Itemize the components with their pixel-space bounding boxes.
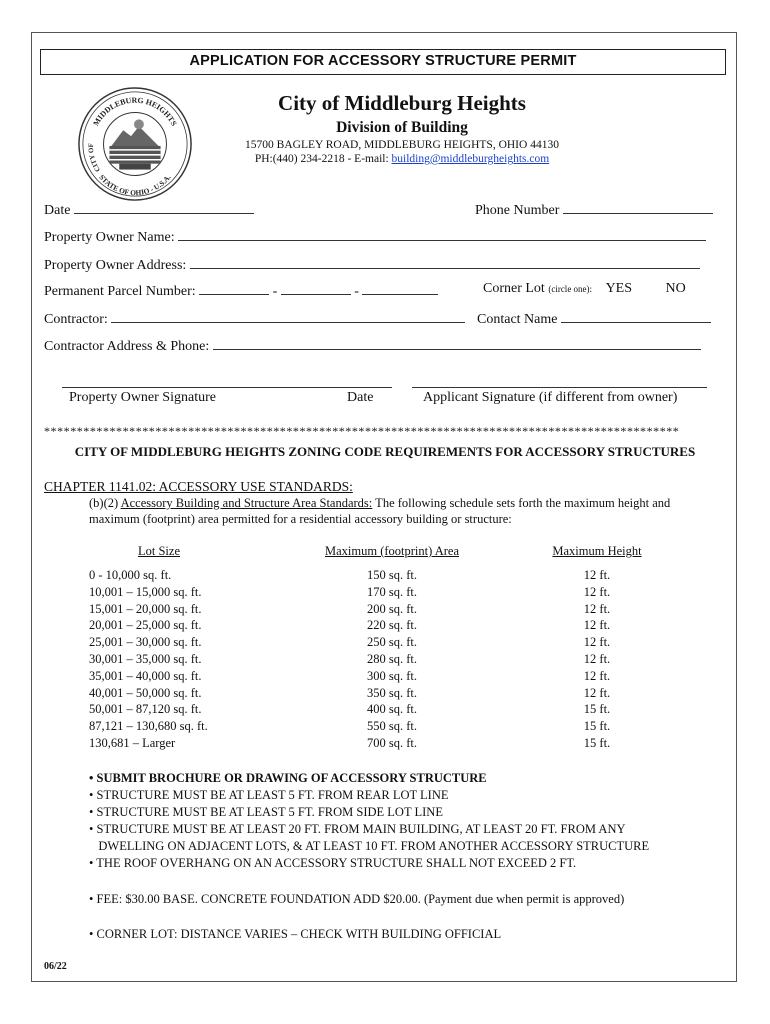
lot-size-header: Lot Size [137,544,180,558]
paragraph-underlined: Accessory Building and Structure Area Standards: [120,496,373,510]
separator-stars: ************************************************************************************************* [44,424,680,438]
table-cell: 12 ft. [583,601,611,616]
table-cell: 12 ft. [583,568,611,582]
paragraph-text: The following schedule sets forth the maximum height and maximum (footprint) area permitted for a residential accessory building or structure: [89,496,671,526]
owner-name-field [44,227,706,246]
owner-address-input-line[interactable] [190,255,700,269]
parcel-label: Permanent Parcel Number: [44,284,196,299]
form-revision-code: 06/22 [44,961,67,972]
owner-address-label: Property Owner Address: [44,258,187,273]
contractor-address-input-line[interactable] [213,336,701,350]
contractor-address-field [44,336,701,355]
table-cell: 170 sq. ft. [367,584,417,599]
table-cell: 0 - 10,000 sq. ft. [89,568,172,582]
parcel-part-1[interactable] [199,281,269,295]
city-seal-icon [76,85,194,203]
lot-size-column [89,544,289,752]
parcel-field: Permanent Parcel Number: - - [44,281,438,300]
seal-top-text: MIDDLEBURG HEIGHTS [91,95,179,128]
parcel-part-2[interactable] [281,281,351,295]
table-cell: 250 sq. ft. [367,635,417,650]
list-item: • THE ROOF OVERHANG ON AN ACCESSORY STRUCTURE SHALL NOT EXCEED 2 FT. [89,856,577,870]
table-cell: 15 ft. [583,719,611,734]
table-cell: 300 sq. ft. [367,668,417,683]
requirements-list [89,770,729,872]
table-cell: 12 ft. [583,668,611,683]
table-cell: 15 ft. [583,735,611,750]
phone-text: PH:(440) 234-2218 - E-mail: [254,153,392,165]
applicant-signature-line[interactable] [412,387,707,388]
area-header: Maximum (footprint) Area [325,544,459,558]
table-cell: 20,001 – 25,000 sq. ft. [89,618,202,633]
phone-label: Phone Number [475,203,560,218]
table-cell: 130,681 – Larger [89,735,176,750]
email-link[interactable]: building@middleburgheights.com [391,153,550,165]
svg-text:CITY OF [88,143,102,173]
table-cell: 12 ft. [583,584,611,599]
contractor-field [44,309,465,328]
list-item: DWELLING ON ADJACENT LOTS, & AT LEAST 10 FT. FROM ANOTHER ACCESSORY STRUCTURE [89,839,650,853]
parcel-part-3[interactable] [362,281,438,295]
owner-signature-line[interactable] [62,387,392,388]
table-cell: 550 sq. ft. [367,719,417,734]
contact-name-field [477,309,711,328]
chapter-heading: CHAPTER 1141.02: ACCESSORY USE STANDARDS: [44,479,353,494]
office-address: 15700 BAGLEY ROAD, MIDDLEBURG HEIGHTS, OHIO 44130 [245,139,559,151]
form-page [31,32,737,982]
date-input-line[interactable] [74,200,254,214]
owner-name-input-line[interactable] [178,227,706,241]
signature-date-label: Date [347,390,374,405]
paragraph-prefix: (b)(2) [89,496,121,510]
list-item: • SUBMIT BROCHURE OR DRAWING OF ACCESSORY STRUCTURE [89,771,487,785]
form-title: APPLICATION FOR ACCESSORY STRUCTURE PERMIT [40,49,726,75]
list-item: • STRUCTURE MUST BE AT LEAST 5 FT. FROM REAR LOT LINE [89,788,449,802]
table-cell: 40,001 – 50,000 sq. ft. [89,685,202,700]
table-cell: 12 ft. [583,685,611,700]
table-cell: 35,001 – 40,000 sq. ft. [89,668,202,683]
zoning-heading: CITY OF MIDDLEBURG HEIGHTS ZONING CODE REQUIREMENTS FOR ACCESSORY STRUCTURES [74,444,696,459]
standards-paragraph [89,495,721,527]
contractor-label: Contractor: [44,312,108,327]
table-cell: 350 sq. ft. [367,685,417,700]
table-cell: 400 sq. ft. [367,702,417,717]
corner-lot-no[interactable]: NO [665,281,686,296]
table-cell: 220 sq. ft. [367,618,417,633]
table-cell: 150 sq. ft. [367,568,417,582]
area-column [317,544,467,752]
date-field [44,200,254,219]
table-cell: 50,001 – 87,120 sq. ft. [89,702,202,717]
table-cell: 87,121 – 130,680 sq. ft. [89,719,208,734]
date-label: Date [44,203,71,218]
contractor-input-line[interactable] [111,309,465,323]
table-cell: 30,001 – 35,000 sq. ft. [89,651,202,666]
table-cell: 12 ft. [583,618,611,633]
height-header: Maximum Height [552,544,642,558]
owner-signature-label: Property Owner Signature [69,390,216,405]
owner-name-label: Property Owner Name: [44,230,175,245]
city-name: City of Middleburg Heights [278,91,526,115]
corner-lot-field [483,281,686,297]
table-cell: 700 sq. ft. [367,735,417,750]
contact-line [192,153,612,165]
table-cell: 200 sq. ft. [367,601,417,616]
seal-bottom-text: STATE OF OHIO - U.S.A. [97,172,173,198]
corner-lot-yes[interactable]: YES [605,281,633,296]
phone-input-line[interactable] [563,200,713,214]
table-cell: 15,001 – 20,000 sq. ft. [89,601,202,616]
fee-note: • FEE: $30.00 BASE. CONCRETE FOUNDATION ADD $20.00. (Payment due when permit is approved) [89,892,625,906]
table-cell: 12 ft. [583,651,611,666]
list-item: • STRUCTURE MUST BE AT LEAST 5 FT. FROM SIDE LOT LINE [89,805,443,819]
division-name: Division of Building [336,119,468,136]
table-cell: 15 ft. [583,702,611,717]
table-cell: 25,001 – 30,000 sq. ft. [89,635,202,650]
circle-one-note: (circle one): [548,284,593,294]
height-column [537,544,657,752]
phone-field [475,200,713,219]
contact-name-input-line[interactable] [561,309,711,323]
table-cell: 280 sq. ft. [367,651,417,666]
table-cell: 12 ft. [583,635,611,650]
owner-address-field [44,255,700,274]
seal-left-text: CITY OF [87,143,102,173]
contact-name-label: Contact Name [477,312,558,327]
corner-lot-note: • CORNER LOT: DISTANCE VARIES – CHECK WITH BUILDING OFFICIAL [89,927,502,941]
contractor-address-label: Contractor Address & Phone: [44,339,210,354]
corner-lot-label: Corner Lot [483,281,545,296]
applicant-signature-label: Applicant Signature (if different from owner) [423,390,678,405]
table-cell: 10,001 – 15,000 sq. ft. [89,584,202,599]
list-item: • STRUCTURE MUST BE AT LEAST 20 FT. FROM MAIN BUILDING, AT LEAST 20 FT. FROM ANY [89,822,626,836]
